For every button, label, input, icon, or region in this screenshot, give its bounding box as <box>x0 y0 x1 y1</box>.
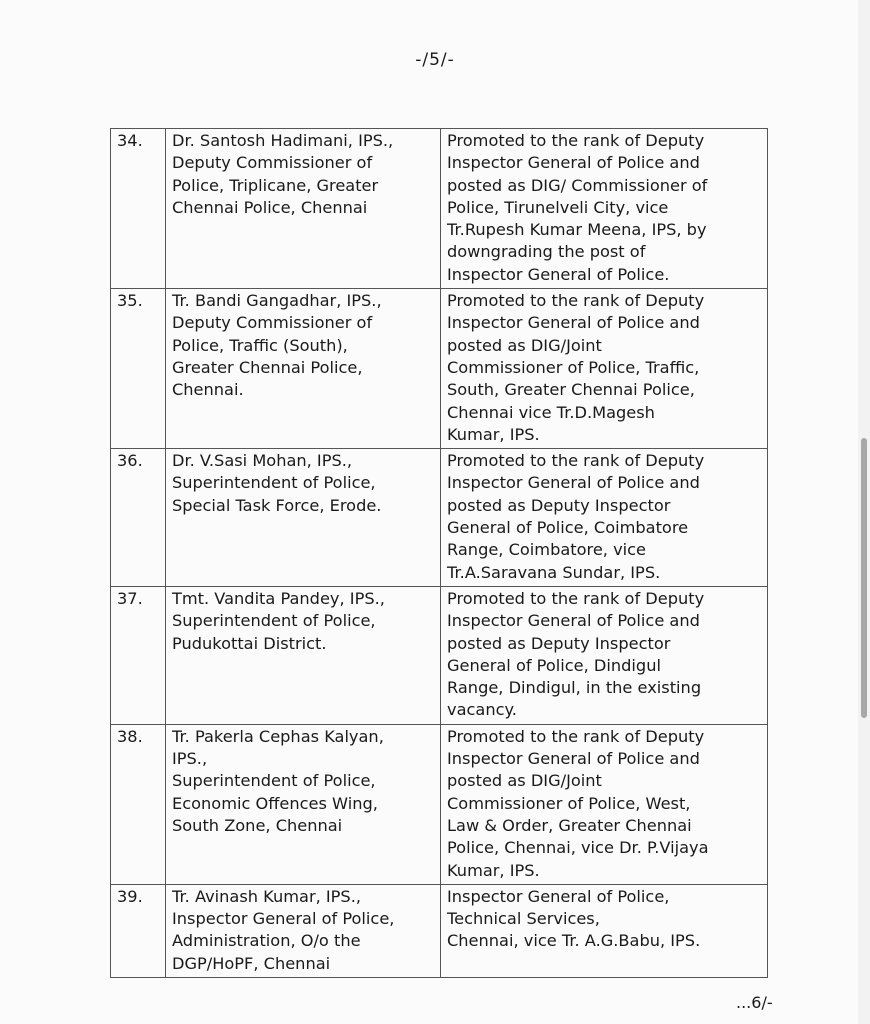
table-row <box>111 129 768 289</box>
posting-line: General of Police, Coimbatore <box>447 518 689 538</box>
posting-line: posted as DIG/Joint <box>447 335 602 355</box>
posting-line: General of Police, Dindigul <box>447 655 661 675</box>
posting-line: Inspector General of Police and <box>447 313 700 333</box>
posting-cell <box>441 289 768 449</box>
officer-line: Police, Triplicane, Greater <box>172 175 379 195</box>
posting-line: Inspector General of Police and <box>447 473 700 493</box>
posting-line: posted as Deputy Inspector <box>447 495 671 515</box>
posting-line: Promoted to the rank of Deputy <box>447 291 705 311</box>
posting-line: Tr.A.Saravana Sundar, IPS. <box>447 562 661 582</box>
posting-line: Police, Chennai, vice Dr. P.Vijaya <box>447 838 709 858</box>
officer-line: Superintendent of Police, <box>172 611 376 631</box>
officer-line: Superintendent of Police, <box>172 771 376 791</box>
posting-line: Promoted to the rank of Deputy <box>447 726 705 746</box>
posting-line: downgrading the post of <box>447 242 646 262</box>
posting-cell <box>441 586 768 724</box>
officer-line: Greater Chennai Police, <box>172 357 363 377</box>
officer-line: Police, Traffic (South), <box>172 335 348 355</box>
table-row <box>111 449 768 587</box>
posting-line: Inspector General of Police and <box>447 153 700 173</box>
posting-line: Inspector General of Police. <box>447 264 670 284</box>
officer-line: Tr. Bandi Gangadhar, IPS., <box>172 291 382 311</box>
officer-line: Dr. Santosh Hadimani, IPS., <box>172 131 394 150</box>
officer-line: Chennai Police, Chennai <box>172 197 368 217</box>
posting-cell <box>441 129 768 289</box>
posting-line: vacancy. <box>447 700 517 720</box>
posting-line: posted as Deputy Inspector <box>447 633 671 653</box>
officer-line: Inspector General of Police, <box>172 909 395 929</box>
posting-line: Law & Order, Greater Chennai <box>447 815 692 835</box>
officer-line: Dr. V.Sasi Mohan, IPS., <box>172 451 353 471</box>
next-page-marker: ...6/- <box>736 993 773 1012</box>
posting-line: Range, Coimbatore, vice <box>447 540 646 560</box>
officer-cell <box>166 884 441 977</box>
posting-line: Technical Services, <box>447 909 600 929</box>
officer-line: DGP/HoPF, Chennai <box>172 953 331 973</box>
posting-line: Promoted to the rank of Deputy <box>447 131 705 150</box>
posting-line: Police, Tirunelveli City, vice <box>447 197 669 217</box>
posting-line: Inspector General of Police, <box>447 886 670 906</box>
serial-number: 35. <box>111 289 166 449</box>
table-row <box>111 289 768 449</box>
officer-cell <box>166 289 441 449</box>
officer-line: Tr. Avinash Kumar, IPS., <box>172 886 361 906</box>
serial-number: 39. <box>111 884 166 977</box>
officer-line: South Zone, Chennai <box>172 815 343 835</box>
posting-line: Promoted to the rank of Deputy <box>447 588 705 608</box>
posting-line: Inspector General of Police and <box>447 611 700 631</box>
officer-line: Deputy Commissioner of <box>172 313 373 333</box>
posting-line: Chennai vice Tr.D.Magesh <box>447 402 655 422</box>
posting-line: Inspector General of Police and <box>447 749 700 769</box>
posting-line: Kumar, IPS. <box>447 424 540 444</box>
posting-line: Range, Dindigul, in the existing <box>447 678 702 698</box>
transfer-orders-table <box>110 128 768 978</box>
officer-line: Tr. Pakerla Cephas Kalyan, <box>172 726 384 746</box>
officer-cell <box>166 449 441 587</box>
officer-cell <box>166 724 441 884</box>
posting-line: Commissioner of Police, Traffic, <box>447 357 700 377</box>
officer-line: Administration, O/o the <box>172 931 361 951</box>
posting-cell <box>441 449 768 587</box>
posting-line: South, Greater Chennai Police, <box>447 380 695 400</box>
table-row <box>111 884 768 977</box>
serial-number: 34. <box>111 129 166 289</box>
serial-number: 36. <box>111 449 166 587</box>
posting-line: posted as DIG/Joint <box>447 771 602 791</box>
posting-cell <box>441 884 768 977</box>
posting-line: Promoted to the rank of Deputy <box>447 451 705 471</box>
officer-cell <box>166 129 441 289</box>
posting-line: Tr.Rupesh Kumar Meena, IPS, by <box>447 220 707 240</box>
officer-line: Chennai. <box>172 380 244 400</box>
officer-line: Pudukottai District. <box>172 633 327 653</box>
officer-line: Tmt. Vandita Pandey, IPS., <box>172 588 385 608</box>
posting-line: posted as DIG/ Commissioner of <box>447 175 708 195</box>
serial-number: 38. <box>111 724 166 884</box>
posting-line: Kumar, IPS. <box>447 860 540 880</box>
officer-line: IPS., <box>172 749 208 769</box>
page-number: -/5/- <box>415 50 455 70</box>
officer-line: Deputy Commissioner of <box>172 153 373 173</box>
officer-line: Special Task Force, Erode. <box>172 495 382 515</box>
officer-line: Economic Offences Wing, <box>172 793 378 813</box>
scrollbar-thumb[interactable] <box>861 438 867 718</box>
officer-line: Superintendent of Police, <box>172 473 376 493</box>
table-row <box>111 724 768 884</box>
table-row <box>111 586 768 724</box>
officer-cell <box>166 586 441 724</box>
posting-line: Chennai, vice Tr. A.G.Babu, IPS. <box>447 931 701 951</box>
table-body <box>111 129 768 978</box>
serial-number: 37. <box>111 586 166 724</box>
posting-cell <box>441 724 768 884</box>
posting-line: Commissioner of Police, West, <box>447 793 691 813</box>
